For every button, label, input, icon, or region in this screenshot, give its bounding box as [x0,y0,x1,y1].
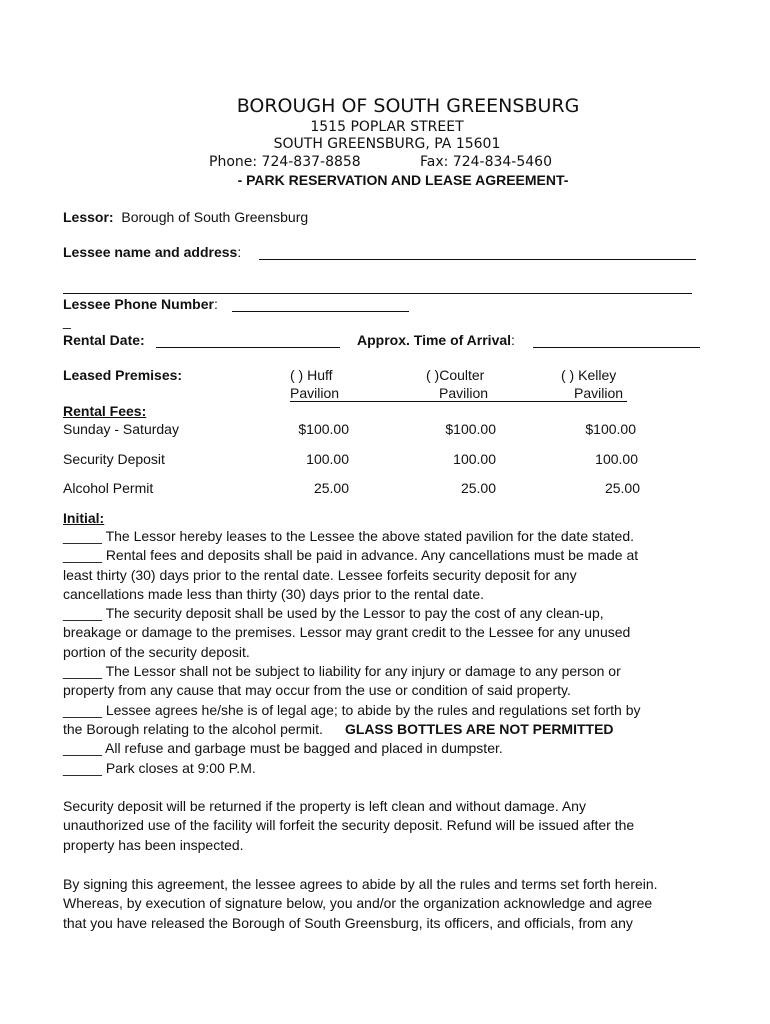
signing-paragraph [63,875,723,933]
city-address: SOUTH GREENSBURG, PA 15601 [273,136,501,152]
initial-line: _____ The Lessor hereby leases to the Lessee the above stated pavilion for the date stated. [63,528,635,544]
fee-huff-sunday: $100.00 [298,421,349,437]
premises-label: Leased Premises: [63,367,183,383]
arrival-row [357,332,515,348]
fee-kelley-deposit: 100.00 [595,451,638,467]
alcohol-permit-text: the Borough relating to the alcohol permit. [63,720,323,737]
lessee-name-colon: : [237,244,242,260]
deposit-line: Security deposit will be returned if the property is left clean and without damage. Any [63,798,586,814]
glass-bottles-notice: GLASS BOTTLES ARE NOT PERMITTED [344,720,614,737]
initial-line: property from any cause that may occur from the use or condition of said property. [63,682,571,699]
lessor-value: Borough of South Greensburg [121,209,309,225]
signing-line: that you have released the Borough of South Greensburg, its officers, and officials, from any [63,914,633,931]
initial-line: _____ All refuse and garbage must be bagged and placed in dumpster. [63,740,503,757]
arrival-label: Approx. Time of Arrival [357,332,512,348]
phone-number: Phone: 724-837-8858 [209,154,361,170]
fee-coulter-deposit: 100.00 [453,451,496,467]
fee-kelley-sunday: $100.00 [585,421,636,437]
initial-heading: Initial: [63,510,105,526]
fee-row-label-deposit: Security Deposit [63,451,165,467]
signing-line: By signing this agreement, the lessee agrees to abide by all the rules and terms set forth herein. [63,876,658,892]
signing-line: Whereas, by execution of signature below, you and/or the organization acknowledge and agree [63,895,653,912]
initial-terms [63,527,723,778]
fee-row-label-alcohol: Alcohol Permit [63,480,154,496]
initial-line: least thirty (30) days prior to the rental date. Lessee forfeits security deposit for any [63,566,577,583]
agreement-title: - PARK RESERVATION AND LEASE AGREEMENT- [237,172,569,188]
initial-line [63,720,723,739]
lessee-phone-label: Lessee Phone Number [63,296,214,312]
coulter-checkbox[interactable]: ( )Coulter [426,367,485,383]
lessee-phone-row [63,296,218,312]
borough-title: BOROUGH OF SOUTH GREENSBURG [236,95,580,117]
lessor-row [63,209,308,225]
lessee-phone-colon: : [213,296,218,312]
fax-number: Fax: 724-834-5460 [420,154,552,170]
deposit-line: unauthorized use of the facility will forfeit the security deposit. Refund will be issued after the [63,817,635,834]
lessee-name-label: Lessee name and address [63,244,238,260]
initial-line: _____ Rental fees and deposits shall be paid in advance. Any cancellations must be made at [63,547,639,564]
deposit-paragraph [63,797,723,855]
initial-line: breakage or damage to the premises. Lessor may grant credit to the Lessee for any unused [63,624,631,641]
lessee-address-field[interactable] [63,279,692,294]
deposit-line: property has been inspected. [63,836,244,853]
lessee-name-field[interactable] [259,245,696,260]
coulter-pavilion-label: Pavilion [439,385,489,401]
fee-kelley-alcohol: 25.00 [604,480,640,496]
initial-line: _____ Park closes at 9:00 P.M. [63,759,256,776]
fee-huff-alcohol: 25.00 [313,480,349,496]
kelley-checkbox[interactable]: ( ) Kelley [561,367,617,383]
fee-row-label-sunday: Sunday - Saturday [63,421,179,437]
fee-coulter-alcohol: 25.00 [460,480,496,496]
initial-line: _____ Lessee agrees he/she is of legal age; to abide by the rules and regulations set forth by [63,701,641,718]
arrival-field[interactable] [533,333,700,348]
initial-line: _____ The Lessor shall not be subject to liability for any injury or damage to any person or [63,663,621,680]
huff-checkbox[interactable]: ( ) Huff [290,367,333,383]
lessor-label: Lessor: [63,209,114,225]
lessee-name-row [63,244,241,260]
kelley-pavilion-label: Pavilion [574,385,624,401]
initial-line: _____ The security deposit shall be used by the Lessor to pay the cost of any clean-up, [63,605,604,622]
fee-coulter-sunday: $100.00 [445,421,496,437]
stray-underscore: _ [63,313,71,329]
arrival-colon: : [511,332,515,348]
initial-line: portion of the security deposit. [63,643,250,660]
street-address: 1515 POPLAR STREET [310,119,464,135]
rental-fees-heading: Rental Fees: [63,403,147,419]
lessee-phone-field[interactable] [232,297,409,312]
huff-pavilion-label: Pavilion [290,385,340,401]
fee-huff-deposit: 100.00 [306,451,349,467]
rental-date-field[interactable] [156,333,340,348]
initial-line: cancellations made less than thirty (30) days prior to the rental date. [63,585,484,602]
rental-date-label: Rental Date: [63,332,145,348]
